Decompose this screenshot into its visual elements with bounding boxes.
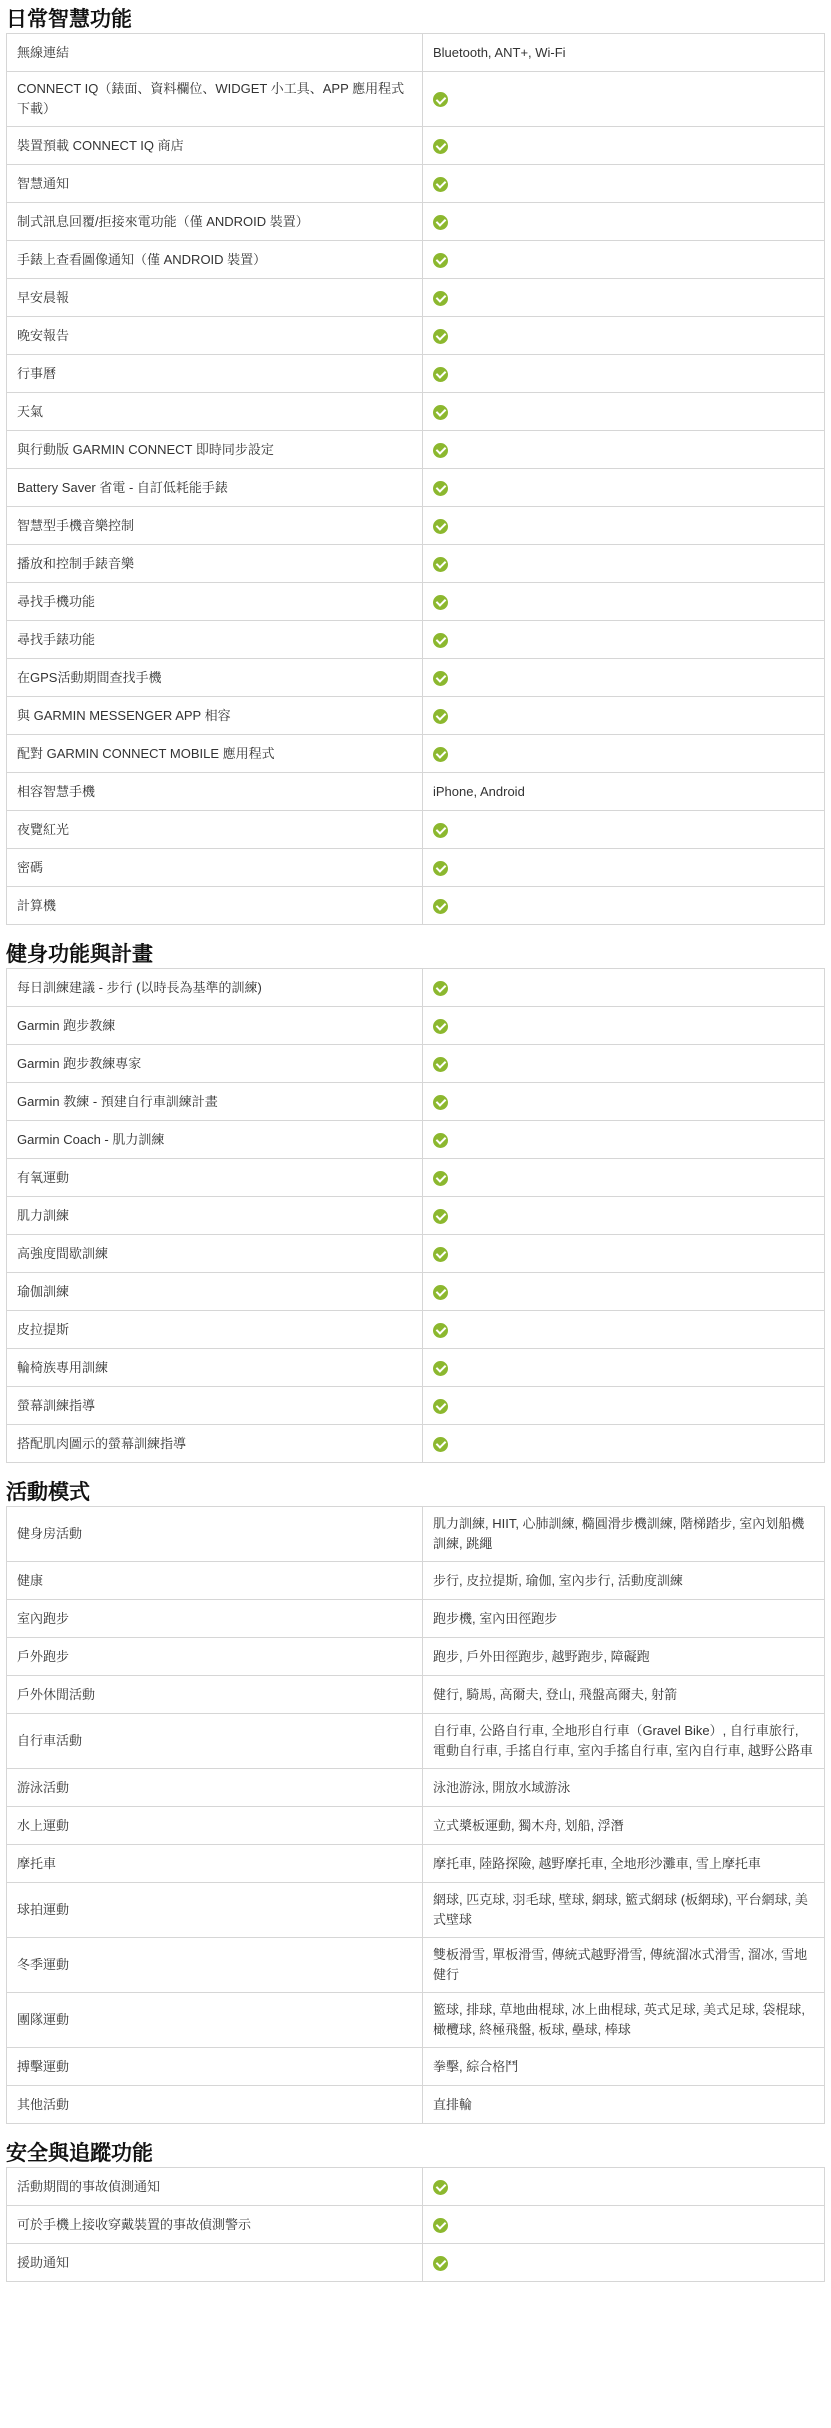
feature-value: [423, 279, 825, 317]
feature-label: CONNECT IQ（錶面、資料欄位、WIDGET 小工具、APP 應用程式下載）: [7, 72, 423, 127]
feature-value: [423, 393, 825, 431]
check-circle-icon: [433, 519, 448, 534]
check-circle-icon: [433, 443, 448, 458]
check-circle-icon: [433, 899, 448, 914]
table-row: [7, 659, 825, 697]
table-row: [7, 1159, 825, 1197]
feature-label: 計算機: [7, 887, 423, 925]
feature-value: [423, 1311, 825, 1349]
table-row: [7, 431, 825, 469]
feature-value: 雙板滑雪, 單板滑雪, 傳統式越野滑雪, 傳統溜冰式滑雪, 溜冰, 雪地健行: [423, 1938, 825, 1993]
feature-value: [423, 1159, 825, 1197]
table-row: [7, 735, 825, 773]
check-circle-icon: [433, 1133, 448, 1148]
feature-label: 與 GARMIN MESSENGER APP 相容: [7, 697, 423, 735]
table-row: [7, 203, 825, 241]
feature-label: 尋找手錶功能: [7, 621, 423, 659]
feature-value: [423, 317, 825, 355]
feature-label: 可於手機上接收穿戴裝置的事故偵測警示: [7, 2206, 423, 2244]
feature-label: 智慧通知: [7, 165, 423, 203]
feature-label: 皮拉提斯: [7, 1311, 423, 1349]
check-circle-icon: [433, 1285, 448, 1300]
feature-label: Battery Saver 省電 - 自訂低耗能手錶: [7, 469, 423, 507]
feature-label: 搭配肌肉圖示的螢幕訓練指導: [7, 1425, 423, 1463]
spec-section: [6, 935, 825, 1463]
feature-label: Garmin 教練 - 預建自行車訓練計畫: [7, 1083, 423, 1121]
check-circle-icon: [433, 2256, 448, 2271]
feature-value: 步行, 皮拉提斯, 瑜伽, 室內步行, 活動度訓練: [423, 1562, 825, 1600]
feature-value: [423, 127, 825, 165]
table-row: [7, 241, 825, 279]
section-title: 日常智慧功能: [6, 8, 132, 31]
feature-value: 自行車, 公路自行車, 全地形自行車（Gravel Bike）, 自行車旅行, 電動自行車, 手搖自行車, 室內手搖自行車, 室內自行車, 越野公路車: [423, 1714, 825, 1769]
table-row: [7, 1121, 825, 1159]
table-row: [7, 1769, 825, 1807]
feature-value: [423, 203, 825, 241]
feature-label: 尋找手機功能: [7, 583, 423, 621]
feature-value: [423, 887, 825, 925]
table-row: [7, 1600, 825, 1638]
feature-value: [423, 355, 825, 393]
table-row: [7, 1349, 825, 1387]
section-title: 健身功能與計畫: [6, 943, 153, 966]
feature-label: 手錶上查看圖像通知（僅 ANDROID 裝置）: [7, 241, 423, 279]
check-circle-icon: [433, 1361, 448, 1376]
feature-label: 早安晨報: [7, 279, 423, 317]
feature-label: 密碼: [7, 849, 423, 887]
table-row: [7, 2244, 825, 2282]
feature-value: [423, 1349, 825, 1387]
table-row: [7, 507, 825, 545]
table-row: [7, 2048, 825, 2086]
table-row: [7, 1993, 825, 2048]
feature-value: 跑步, 戶外田徑跑步, 越野跑步, 障礙跑: [423, 1638, 825, 1676]
feature-label: 制式訊息回覆/拒接來電功能（僅 ANDROID 裝置）: [7, 203, 423, 241]
table-row: [7, 1387, 825, 1425]
feature-value: 跑步機, 室內田徑跑步: [423, 1600, 825, 1638]
check-circle-icon: [433, 1171, 448, 1186]
table-row: [7, 1235, 825, 1273]
table-row: [7, 773, 825, 811]
table-row: [7, 2168, 825, 2206]
feature-value: 直排輪: [423, 2086, 825, 2124]
feature-label: 肌力訓練: [7, 1197, 423, 1235]
feature-label: 游泳活動: [7, 1769, 423, 1807]
table-row: [7, 72, 825, 127]
spec-table: [6, 33, 825, 925]
table-row: [7, 469, 825, 507]
feature-value: [423, 241, 825, 279]
feature-value: 健行, 騎馬, 高爾夫, 登山, 飛盤高爾夫, 射箭: [423, 1676, 825, 1714]
feature-label: 健康: [7, 1562, 423, 1600]
feature-value: [423, 1007, 825, 1045]
feature-label: 無線連結: [7, 34, 423, 72]
feature-value: [423, 469, 825, 507]
table-row: [7, 1425, 825, 1463]
check-circle-icon: [433, 1209, 448, 1224]
spec-table: [6, 2167, 825, 2282]
feature-value: 立式槳板運動, 獨木舟, 划船, 浮潛: [423, 1807, 825, 1845]
feature-label: 摩托車: [7, 1845, 423, 1883]
feature-label: 團隊運動: [7, 1993, 423, 2048]
table-row: [7, 969, 825, 1007]
feature-value: [423, 1387, 825, 1425]
feature-value: [423, 735, 825, 773]
spec-table: [6, 968, 825, 1463]
table-row: [7, 1638, 825, 1676]
feature-label: 球拍運動: [7, 1883, 423, 1938]
feature-value: [423, 1273, 825, 1311]
feature-value: [423, 849, 825, 887]
table-row: [7, 1197, 825, 1235]
check-circle-icon: [433, 1095, 448, 1110]
check-circle-icon: [433, 1399, 448, 1414]
check-circle-icon: [433, 709, 448, 724]
feature-label: 配對 GARMIN CONNECT MOBILE 應用程式: [7, 735, 423, 773]
check-circle-icon: [433, 2218, 448, 2233]
feature-value: [423, 1045, 825, 1083]
feature-label: 瑜伽訓練: [7, 1273, 423, 1311]
table-row: [7, 887, 825, 925]
table-row: [7, 1883, 825, 1938]
feature-value: [423, 2244, 825, 2282]
feature-label: 高強度間歇訓練: [7, 1235, 423, 1273]
check-circle-icon: [433, 671, 448, 686]
feature-label: 援助通知: [7, 2244, 423, 2282]
feature-label: 冬季運動: [7, 1938, 423, 1993]
spec-table: [6, 1506, 825, 2124]
spec-section: [6, 2134, 825, 2282]
table-row: [7, 583, 825, 621]
feature-label: 輪椅族專用訓練: [7, 1349, 423, 1387]
feature-label: Garmin Coach - 肌力訓練: [7, 1121, 423, 1159]
section-title: 活動模式: [6, 1481, 90, 1504]
table-row: [7, 1807, 825, 1845]
table-row: [7, 1083, 825, 1121]
feature-value: [423, 507, 825, 545]
feature-label: 裝置預載 CONNECT IQ 商店: [7, 127, 423, 165]
table-row: [7, 811, 825, 849]
table-row: [7, 127, 825, 165]
feature-value: [423, 545, 825, 583]
feature-value: 摩托車, 陸路探險, 越野摩托車, 全地形沙灘車, 雪上摩托車: [423, 1845, 825, 1883]
table-row: [7, 1273, 825, 1311]
spec-section: [6, 1473, 825, 2124]
check-circle-icon: [433, 595, 448, 610]
table-row: [7, 393, 825, 431]
check-circle-icon: [433, 1019, 448, 1034]
feature-label: 播放和控制手錶音樂: [7, 545, 423, 583]
table-row: [7, 697, 825, 735]
table-row: [7, 1714, 825, 1769]
feature-label: 健身房活動: [7, 1507, 423, 1562]
feature-value: 肌力訓練, HIIT, 心肺訓練, 橢圓滑步機訓練, 階梯踏步, 室內划船機訓練, 跳繩: [423, 1507, 825, 1562]
feature-value: [423, 72, 825, 127]
feature-label: 其他活動: [7, 2086, 423, 2124]
check-circle-icon: [433, 253, 448, 268]
feature-value: [423, 697, 825, 735]
feature-label: 戶外跑步: [7, 1638, 423, 1676]
table-row: [7, 1938, 825, 1993]
check-circle-icon: [433, 2180, 448, 2195]
check-circle-icon: [433, 405, 448, 420]
table-row: [7, 2206, 825, 2244]
feature-value: [423, 583, 825, 621]
feature-value: [423, 1083, 825, 1121]
feature-value: iPhone, Android: [423, 773, 825, 811]
check-circle-icon: [433, 1323, 448, 1338]
feature-value: 網球, 匹克球, 羽毛球, 壁球, 網球, 籃式網球 (板網球), 平台網球, 美式壁球: [423, 1883, 825, 1938]
check-circle-icon: [433, 139, 448, 154]
feature-label: 智慧型手機音樂控制: [7, 507, 423, 545]
feature-label: 每日訓練建議 - 步行 (以時長為基準的訓練): [7, 969, 423, 1007]
feature-value: [423, 2168, 825, 2206]
feature-value: [423, 1425, 825, 1463]
check-circle-icon: [433, 92, 448, 107]
table-row: [7, 1007, 825, 1045]
feature-value: 拳擊, 綜合格鬥: [423, 2048, 825, 2086]
feature-value: 泳池游泳, 開放水域游泳: [423, 1769, 825, 1807]
feature-label: 在GPS活動期間查找手機: [7, 659, 423, 697]
feature-label: 搏擊運動: [7, 2048, 423, 2086]
feature-value: 籃球, 排球, 草地曲棍球, 冰上曲棍球, 英式足球, 美式足球, 袋棍球, 橄欖球, 終極飛盤, 板球, 壘球, 棒球: [423, 1993, 825, 2048]
check-circle-icon: [433, 329, 448, 344]
check-circle-icon: [433, 981, 448, 996]
check-circle-icon: [433, 633, 448, 648]
feature-label: 有氧運動: [7, 1159, 423, 1197]
feature-label: 夜覽紅光: [7, 811, 423, 849]
table-row: [7, 317, 825, 355]
table-row: [7, 1045, 825, 1083]
feature-label: 戶外休閒活動: [7, 1676, 423, 1714]
table-row: [7, 1562, 825, 1600]
feature-label: 螢幕訓練指導: [7, 1387, 423, 1425]
table-row: [7, 2086, 825, 2124]
table-row: [7, 1311, 825, 1349]
feature-label: 室內跑步: [7, 1600, 423, 1638]
check-circle-icon: [433, 177, 448, 192]
table-row: [7, 849, 825, 887]
table-row: [7, 1507, 825, 1562]
feature-value: [423, 1121, 825, 1159]
check-circle-icon: [433, 1057, 448, 1072]
feature-value: [423, 431, 825, 469]
check-circle-icon: [433, 291, 448, 306]
check-circle-icon: [433, 557, 448, 572]
table-row: [7, 1676, 825, 1714]
table-row: [7, 165, 825, 203]
feature-label: 晚安報告: [7, 317, 423, 355]
feature-label: 天氣: [7, 393, 423, 431]
table-row: [7, 279, 825, 317]
feature-value: [423, 2206, 825, 2244]
check-circle-icon: [433, 1437, 448, 1452]
table-row: [7, 621, 825, 659]
feature-value: [423, 969, 825, 1007]
feature-label: 相容智慧手機: [7, 773, 423, 811]
check-circle-icon: [433, 367, 448, 382]
feature-label: Garmin 跑步教練: [7, 1007, 423, 1045]
table-row: [7, 355, 825, 393]
feature-value: [423, 811, 825, 849]
feature-label: 水上運動: [7, 1807, 423, 1845]
feature-label: 自行車活動: [7, 1714, 423, 1769]
feature-label: 與行動版 GARMIN CONNECT 即時同步設定: [7, 431, 423, 469]
check-circle-icon: [433, 747, 448, 762]
feature-value: [423, 165, 825, 203]
spec-section: [6, 0, 825, 925]
feature-value: [423, 659, 825, 697]
check-circle-icon: [433, 823, 448, 838]
table-row: [7, 1845, 825, 1883]
feature-label: 活動期間的事故偵測通知: [7, 2168, 423, 2206]
check-circle-icon: [433, 215, 448, 230]
check-circle-icon: [433, 861, 448, 876]
feature-value: Bluetooth, ANT+, Wi-Fi: [423, 34, 825, 72]
feature-value: [423, 1235, 825, 1273]
feature-value: [423, 621, 825, 659]
check-circle-icon: [433, 1247, 448, 1262]
feature-label: Garmin 跑步教練專家: [7, 1045, 423, 1083]
section-title: 安全與追蹤功能: [6, 2142, 153, 2165]
feature-label: 行事曆: [7, 355, 423, 393]
table-row: [7, 545, 825, 583]
feature-value: [423, 1197, 825, 1235]
check-circle-icon: [433, 481, 448, 496]
table-row: [7, 34, 825, 72]
